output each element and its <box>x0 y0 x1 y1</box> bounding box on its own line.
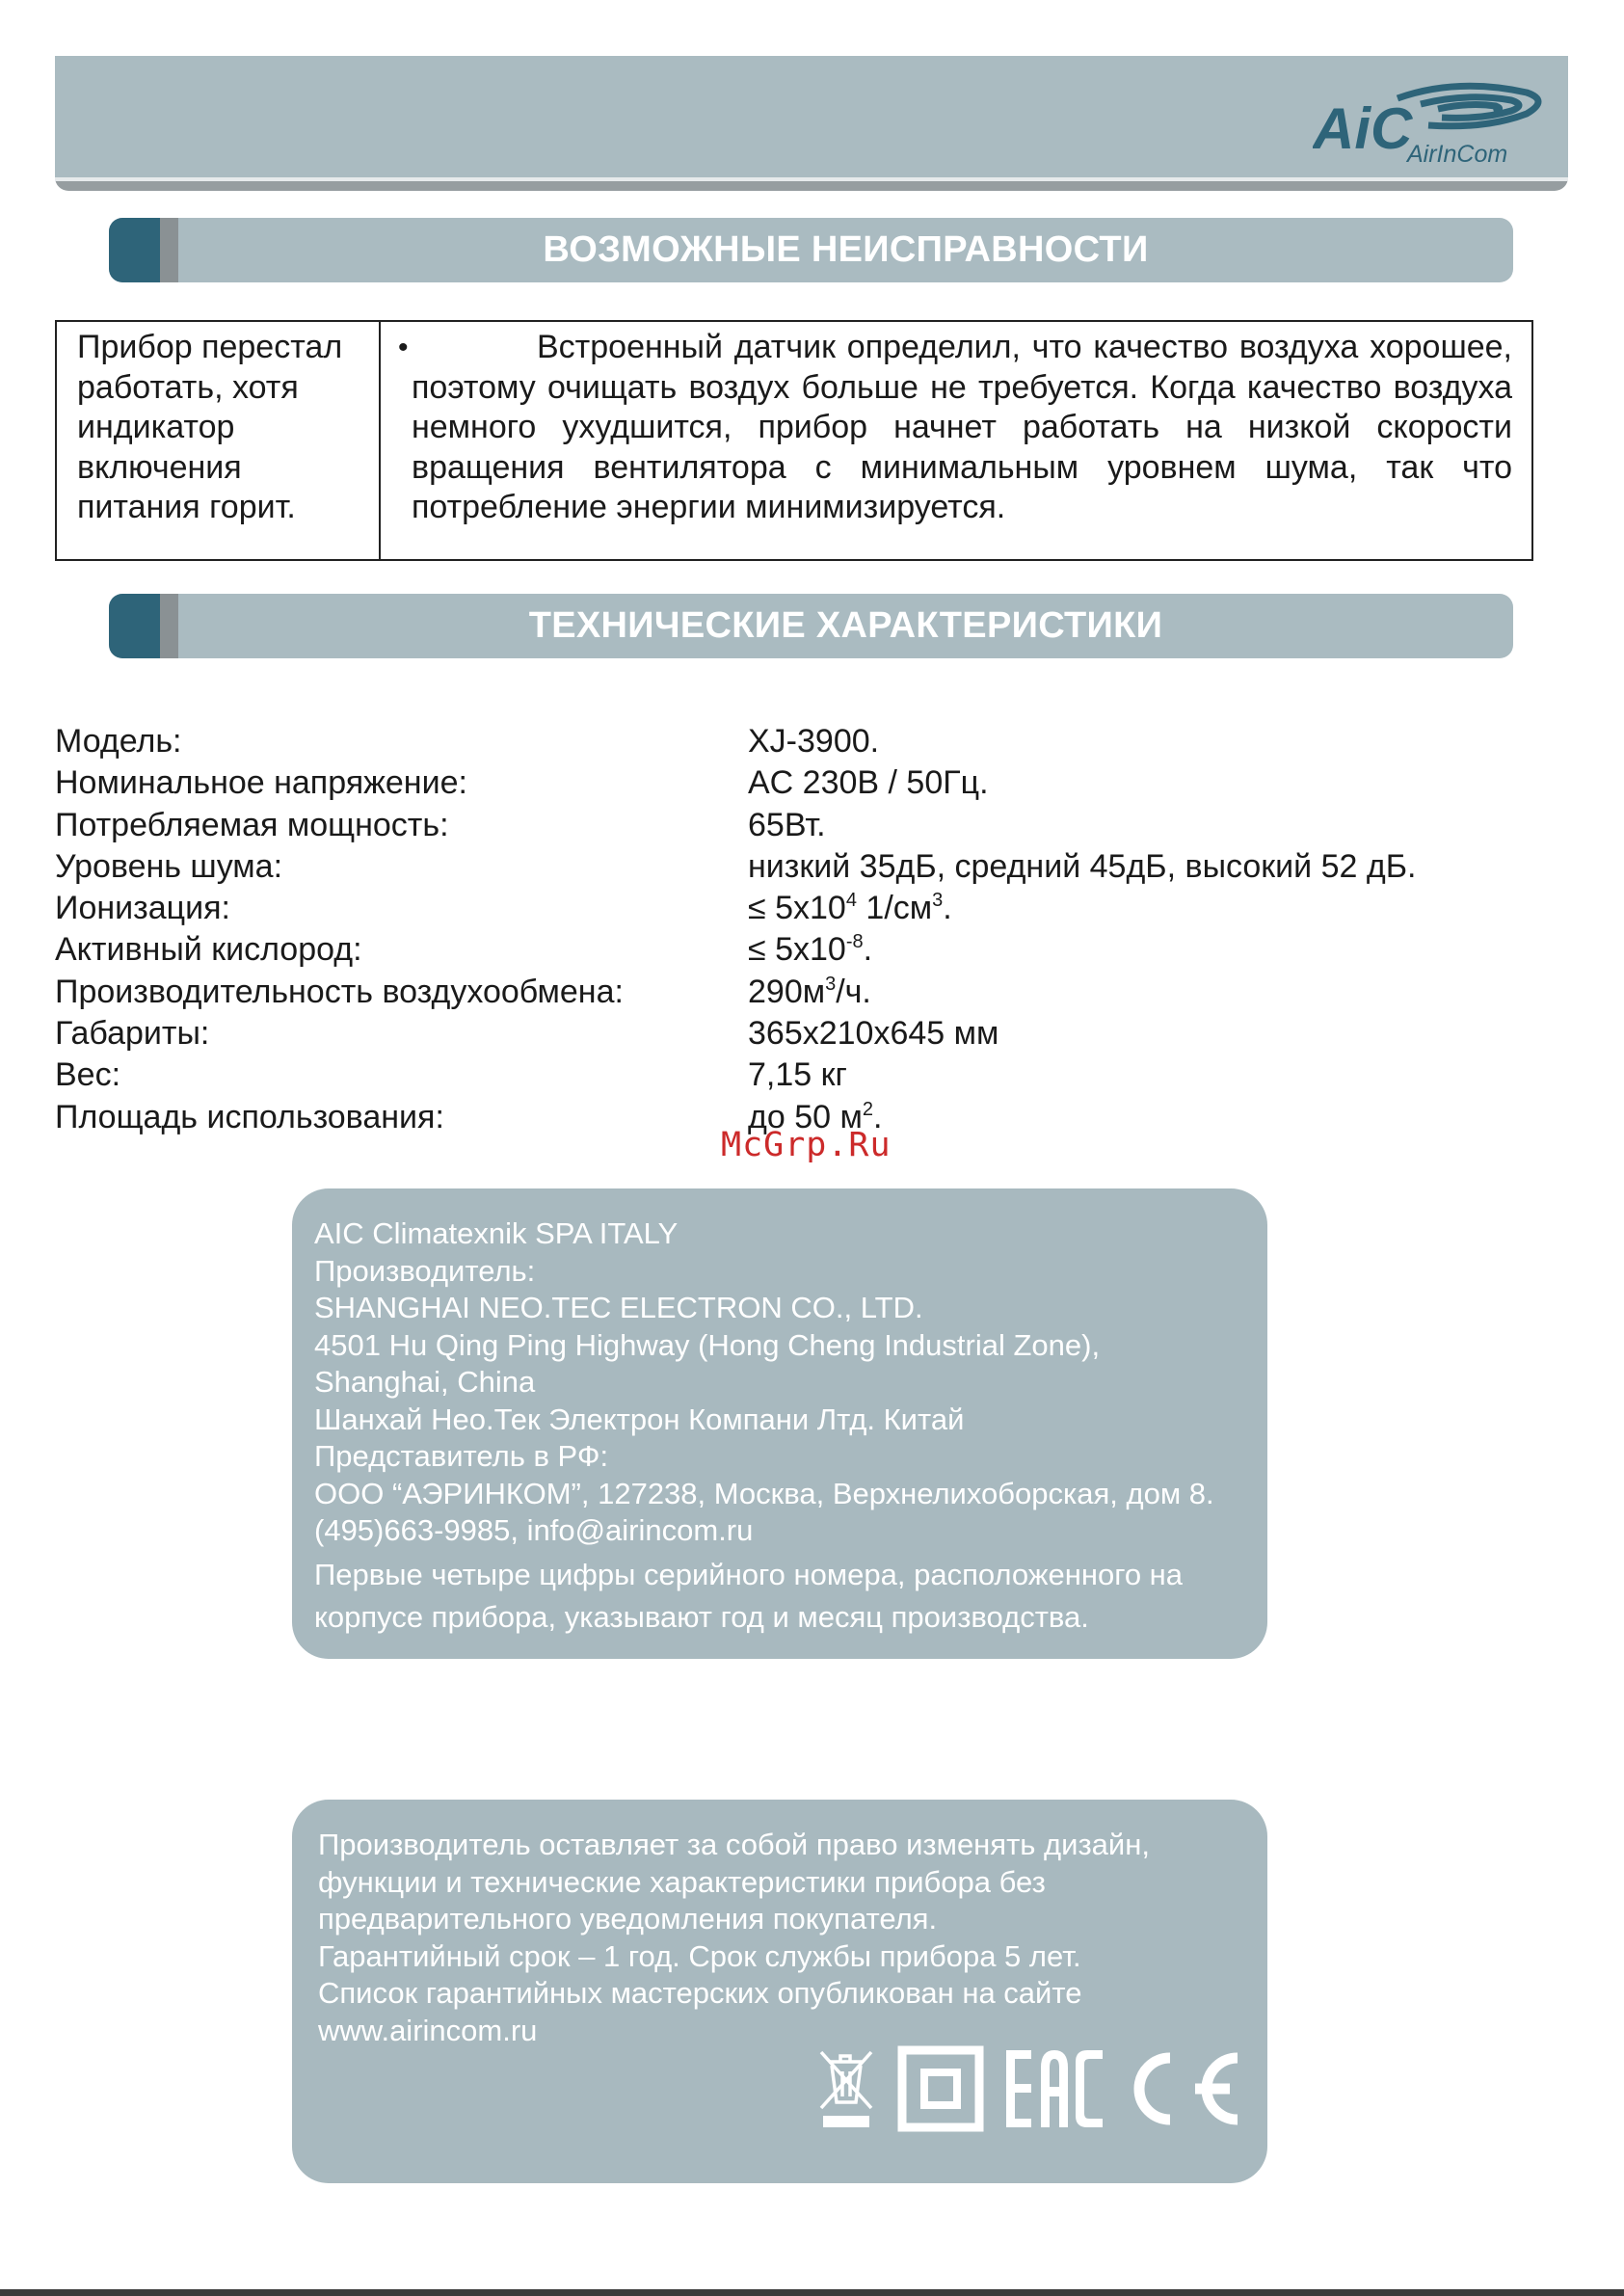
value-part: до 50 м <box>748 1098 863 1135</box>
watermark: McGrp.Ru <box>721 1126 892 1164</box>
spec-label: Модель: <box>55 723 182 760</box>
spec-value: 65Вт. <box>748 806 826 843</box>
warranty-notice-box <box>292 1800 1267 2183</box>
spec-label: Уровень шума: <box>55 847 283 885</box>
manufacturer-line: SHANGHAI NEO.TEC ELECTRON CO., LTD. <box>314 1291 923 1324</box>
manufacturer-line: Шанхай Нео.Тек Электрон Компани Лтд. Китай <box>314 1402 965 1436</box>
trouble-solution-cell <box>381 322 1531 559</box>
notice-line: функции и технические характеристики прибора без <box>318 1864 1046 1899</box>
spec-value: низкий 35дБ, средний 45дБ, высокий 52 дБ. <box>748 847 1417 885</box>
serial-note <box>314 1554 1248 1639</box>
website-link[interactable]: www.airincom.ru <box>318 2013 538 2047</box>
exponent: 3 <box>825 973 837 995</box>
spec-label: Площадь использования: <box>55 1098 444 1135</box>
spec-value <box>748 972 871 1018</box>
spec-value: AC 230В / 50Гц. <box>748 764 989 802</box>
section-marker-grey <box>160 218 178 282</box>
manufacturer-line: Shanghai, China <box>314 1365 536 1399</box>
value-part: 1/см <box>856 890 933 927</box>
spec-row-power <box>55 805 1558 846</box>
serial-note-line: Первые четыре цифры серийного номера, расположенного на <box>314 1557 1184 1591</box>
spec-label: Производительность воздухообмена: <box>55 973 624 1010</box>
exponent: 2 <box>862 1098 873 1120</box>
spec-label: Ионизация: <box>55 890 230 927</box>
manufacturer-line: 4501 Hu Qing Ping Highway (Hong Cheng Industrial Zone), <box>314 1327 1101 1362</box>
logo-text: AirInCom <box>1407 141 1508 166</box>
spec-label: Вес: <box>55 1056 121 1094</box>
manufacturer-line: (495)663-9985, info@airincom.ru <box>314 1513 754 1547</box>
notice-line: Список гарантийных мастерских опубликован на сайте <box>318 1976 1082 2010</box>
weee-icon <box>821 2052 871 2127</box>
value-part: 290м <box>748 973 826 1010</box>
manufacturer-line: Производитель: <box>314 1253 536 1288</box>
spec-row-airflow <box>55 972 1558 1013</box>
manufacturer-info-box <box>292 1188 1267 1659</box>
spec-row-noise <box>55 846 1558 888</box>
value-part: ≤ 5x10 <box>748 890 846 927</box>
spec-row-oxygen <box>55 929 1558 971</box>
eac-mark-icon <box>1006 2050 1103 2127</box>
manufacturer-line: ООО “АЭРИНКОМ”, 127238, Москва, Верхнелихоборская, дом 8. <box>314 1476 1214 1510</box>
specs-section-title: ТЕХНИЧЕСКИЕ ХАРАКТЕРИСТИКИ <box>528 605 1163 646</box>
spec-label: Потребляемая мощность: <box>55 806 449 843</box>
manufacturer-line: Представитель в РФ: <box>314 1439 609 1473</box>
spec-row-model <box>55 721 1558 762</box>
logo-mark: AiC <box>1313 96 1413 161</box>
spec-value: 365x210x645 мм <box>748 1015 999 1053</box>
spec-value: 7,15 кг <box>748 1056 847 1094</box>
specs-section-header <box>109 594 1513 658</box>
spec-value: XJ-3900. <box>748 723 880 760</box>
exponent: 4 <box>845 890 857 912</box>
spec-label: Номинальное напряжение: <box>55 764 467 802</box>
spec-value <box>748 929 872 975</box>
section-marker-dark <box>109 594 160 658</box>
value-part: . <box>872 1098 883 1135</box>
notice-line: Производитель оставляет за собой право изменять дизайн, <box>318 1828 1150 1861</box>
section-marker-dark <box>109 218 160 282</box>
trouble-solution-text: Встроенный датчик определил, что качество воздуха хорошее, поэтому очищать воздух больше не требуется. Когда качество воздуха немного ухудшится, прибор начнет работать на низкой скорости вращения вентилятора с минимальным уровнем шума, так что потребление энергии минимизируется. <box>412 329 1512 525</box>
airincom-logo <box>1313 79 1544 166</box>
double-insulation-icon <box>902 2050 979 2127</box>
value-part: . <box>863 931 873 969</box>
serial-note-line: корпусе прибора, указывают год и месяц производства. <box>314 1599 1089 1634</box>
exponent: -8 <box>845 931 864 953</box>
spec-label: Активный кислород: <box>55 931 362 969</box>
notice-line: предварительного уведомления покупателя. <box>318 1902 938 1936</box>
manufacturer-line: AIC Climatexnik SPA ITALY <box>314 1216 679 1250</box>
section-marker-grey <box>160 594 178 658</box>
value-part: ≤ 5x10 <box>748 931 846 969</box>
certification-marks <box>817 2041 1251 2137</box>
header-divider <box>55 177 1568 191</box>
trouble-problem-cell: Прибор перестал работать, хотя индикатор включения питания горит. <box>57 322 381 559</box>
specs-list <box>55 721 1558 1138</box>
value-part: . <box>943 890 952 927</box>
page-bottom-line <box>0 2289 1624 2296</box>
ce-mark-icon <box>1139 2058 1238 2120</box>
spec-value <box>748 888 952 934</box>
spec-row-voltage <box>55 762 1558 804</box>
bullet-icon: • <box>398 332 409 363</box>
value-part: /ч. <box>836 973 871 1010</box>
troubleshooting-table <box>55 320 1533 561</box>
spec-row-dimensions <box>55 1013 1558 1055</box>
exponent: 3 <box>932 890 944 912</box>
troubles-section-title: ВОЗМОЖНЫЕ НЕИСПРАВНОСТИ <box>543 229 1149 270</box>
spec-label: Габариты: <box>55 1015 210 1053</box>
spec-row-weight <box>55 1055 1558 1096</box>
notice-line: Гарантийный срок – 1 год. Срок службы прибора 5 лет. <box>318 1938 1081 1973</box>
spec-row-ionization <box>55 888 1558 929</box>
troubles-section-header <box>109 218 1513 282</box>
